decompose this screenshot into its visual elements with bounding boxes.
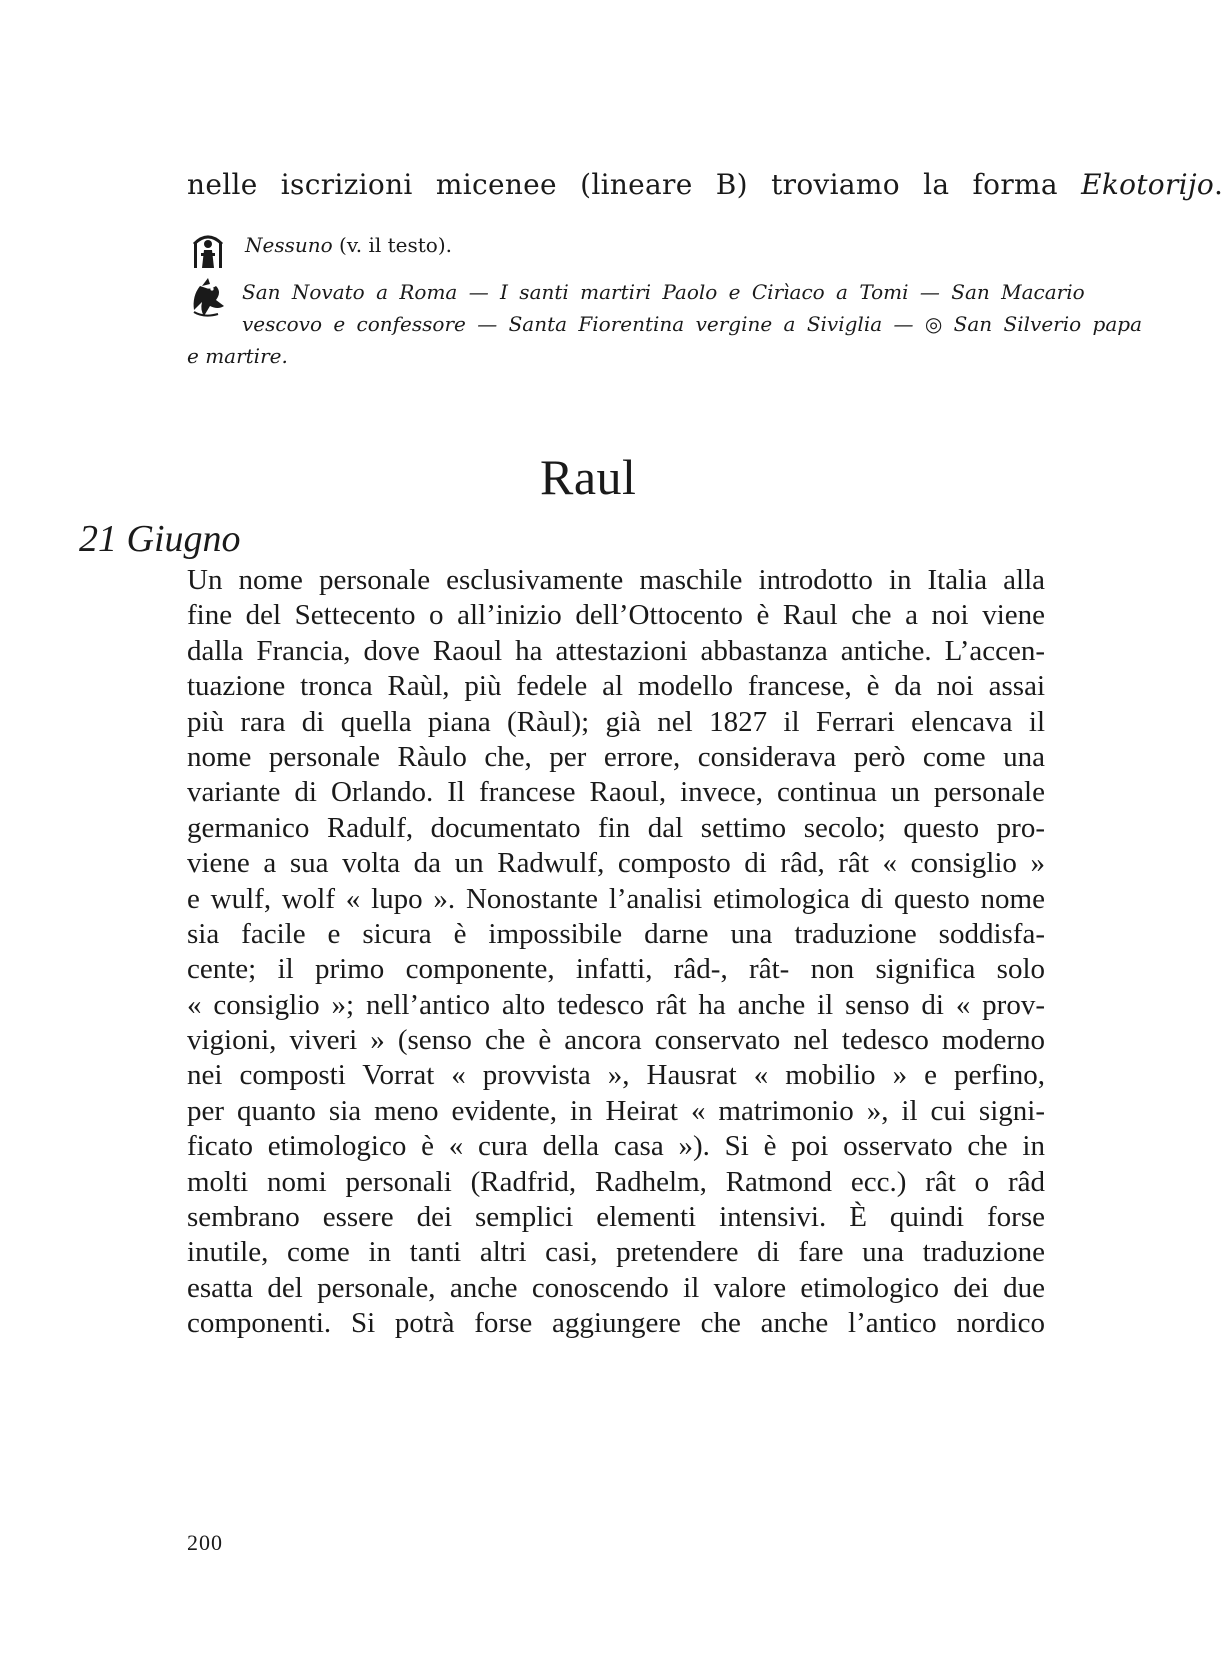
saints-line-1: San Novato a Roma — I santi martiri Paolo e Cirìaco a Tomi — San Macario (242, 280, 1085, 304)
onomastic-italic: Nessuno (245, 233, 333, 257)
body-line: componenti. Si potrà forse aggiungere che anche l’antico nordico (187, 1307, 1045, 1340)
saints-of-the-day (187, 276, 1142, 372)
body-line: viene a sua volta da un Radwulf, composto di râd, rât « consiglio » (187, 847, 1045, 880)
saint-figure-icon (192, 232, 224, 270)
body-line: nei composti Vorrat « provvista », Hausrat « mobilio » e perfino, (187, 1059, 1045, 1092)
body-line: germanico Radulf, documentato fin dal settimo secolo; questo pro- (187, 811, 1045, 844)
body-line: tuazione tronca Raùl, più fedele al modello francese, è da noi assai (187, 670, 1045, 703)
body-line: sembrano essere dei semplici elementi intensivi. È quindi forse (187, 1201, 1045, 1234)
body-line: per quanto sia meno evidente, in Heirat « matrimonio », il cui signi- (187, 1094, 1045, 1127)
body-line: esatta del personale, anche conoscendo il valore etimologico dei due (187, 1271, 1045, 1304)
body-line: e wulf, wolf « lupo ». Nonostante l’analisi etimologica di questo nome (187, 882, 1045, 915)
onomastic-text: (v. il testo). (332, 233, 452, 257)
body-line: dalla Francia, dove Raoul ha attestazioni abbastanza antiche. L’accen- (187, 634, 1045, 667)
target-symbol-icon: ◎ (924, 312, 943, 336)
saints-line-3: e martire. (187, 344, 288, 368)
saints-line-2 (187, 308, 1142, 340)
intro-text: nelle iscrizioni micenee (lineare B) troviamo la forma (187, 168, 1082, 201)
saints-line-2b: San Silverio papa (942, 312, 1142, 336)
entry-body (187, 563, 1045, 1342)
body-line: molti nomi personali (Radfrid, Radhelm, Ratmond ecc.) rât o râd (187, 1165, 1045, 1198)
intro-italic-form: Ekotorijo (1081, 168, 1215, 201)
onomastic-line (245, 233, 452, 257)
page-number: 200 (187, 1530, 223, 1555)
intro-period: . (1214, 168, 1223, 201)
saints-line-2a: vescovo e confessore — Santa Fiorentina vergine a Siviglia — (242, 312, 925, 336)
body-line: più rara di quella piana (Ràul); già nel 1827 il Ferrari elencava il (187, 705, 1045, 738)
body-line: cente; il primo componente, infatti, râd-, rât- non significa solo (187, 953, 1045, 986)
body-line: sia facile e sicura è impossibile darne una traduzione soddisfa- (187, 917, 1045, 950)
intro-line (187, 168, 1223, 201)
body-line: « consiglio »; nell’antico alto tedesco rât ha anche il senso di « prov- (187, 988, 1045, 1021)
body-line: vigioni, viveri » (senso che è ancora conservato nel tedesco moderno (187, 1024, 1045, 1057)
body-line: nome personale Ràulo che, per errore, considerava però come una (187, 740, 1045, 773)
body-line: ficato etimologico è « cura della casa »). Si è poi osservato che in (187, 1130, 1045, 1163)
body-line: inutile, come in tanti altri casi, pretendere di fare una traduzione (187, 1236, 1045, 1269)
entry-title: Raul (540, 449, 637, 505)
body-line: variante di Orlando. Il francese Raoul, invece, continua un personale (187, 776, 1045, 809)
body-line: Un nome personale esclusivamente maschile introdotto in Italia alla (187, 564, 1045, 596)
feast-date: 21 Giugno (79, 518, 241, 560)
body-line: fine del Settecento o all’inizio dell’Ottocento è Raul che a noi viene (187, 599, 1045, 632)
